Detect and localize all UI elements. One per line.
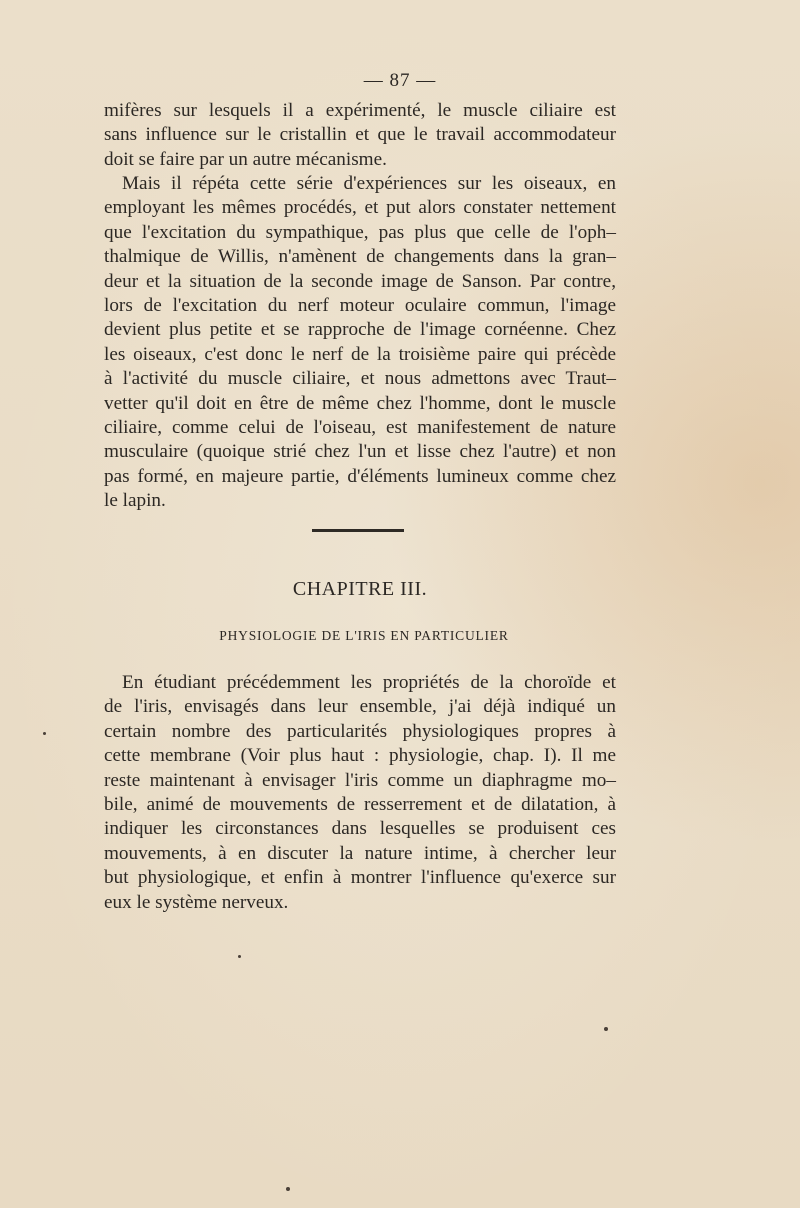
paragraph-3 — [104, 671, 616, 915]
text-line: à l'activité du muscle ciliaire, et nous admettons avec Traut– — [104, 368, 616, 390]
text-line: certain nombre des particularités physiologiques propres à — [104, 720, 616, 742]
text-line: cette membrane (Voir plus haut : physiologie, chap. I). Il me — [104, 745, 616, 767]
text-line: vetter qu'il doit en être de même chez l'homme, dont le muscle — [104, 392, 616, 414]
text-line: but physiologique, et enfin à montrer l'influence qu'exerce sur — [104, 867, 616, 889]
text-line: mifères sur lesquels il a expérimenté, le muscle ciliaire est — [104, 100, 616, 121]
page-number: — 87 — — [363, 70, 437, 91]
text-line: que l'excitation du sympathique, pas plus que celle de l'oph– — [104, 221, 616, 243]
text-line: devient plus petite et se rapproche de l'image cornéenne. Chez — [104, 319, 616, 341]
section-title: PHYSIOLOGIE DE L'IRIS EN PARTICULIER — [219, 628, 509, 643]
text-line: thalmique de Willis, n'amènent de changements dans la gran– — [104, 246, 616, 268]
chapter-title: CHAPITRE III. — [292, 578, 428, 600]
text-line: musculaire (quoique strié chez l'un et lisse chez l'autre) et non — [104, 441, 616, 463]
section-divider — [312, 529, 404, 532]
text-line: Mais il répéta cette série d'expériences sur les oiseaux, en — [122, 173, 616, 194]
paper-speck — [286, 1187, 290, 1191]
text-line: reste maintenant à envisager l'iris comme un diaphragme mo– — [104, 769, 616, 791]
text-line: les oiseaux, c'est donc le nerf de la troisième paire qui précède — [104, 343, 616, 365]
text-line: lors de l'excitation du nerf moteur oculaire commun, l'image — [104, 295, 616, 317]
paragraph-1 — [104, 99, 616, 172]
text-line: sans influence sur le cristallin et que le travail accommodateur — [104, 124, 616, 146]
text-line: doit se faire par un autre mécanisme. — [104, 148, 387, 170]
paper-speck — [43, 732, 46, 735]
text-line: de l'iris, envisagés dans leur ensemble, j'ai déjà indiqué un — [104, 696, 616, 718]
text-line: indiquer les circonstances dans lesquelles se produisent ces — [104, 818, 616, 840]
paper-speck — [604, 1027, 608, 1031]
paragraph-2 — [104, 172, 616, 514]
paper-speck — [238, 955, 241, 958]
text-line: eux le système nerveux. — [104, 891, 289, 913]
text-line: le lapin. — [104, 490, 166, 512]
text-line: mouvements, à en discuter la nature intime, à chercher leur — [104, 842, 616, 864]
text-line: deur et la situation de la seconde image de Sanson. Par contre, — [104, 270, 616, 292]
text-line: En étudiant précédemment les propriétés de la choroïde et — [122, 672, 616, 693]
text-line: pas formé, en majeure partie, d'éléments lumineux comme chez — [104, 465, 616, 487]
text-line: bile, animé de mouvements de resserrement et de dilatation, à — [104, 794, 616, 816]
text-line: employant les mêmes procédés, et put alors constater nettement — [104, 197, 616, 219]
text-line: ciliaire, comme celui de l'oiseau, est manifestement de nature — [104, 417, 616, 439]
